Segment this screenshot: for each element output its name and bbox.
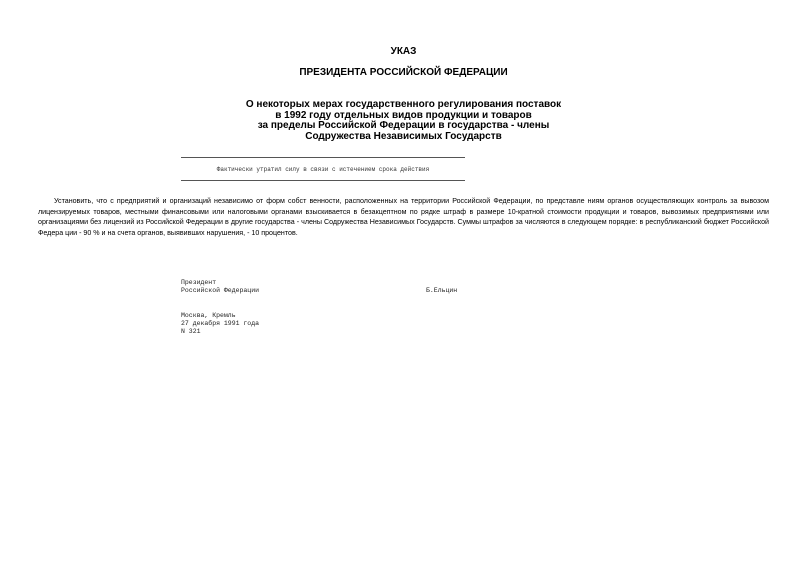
decree-body-paragraph: Установить, что с предприятий и организаций независимо от форм собст венности, расположенных на территории Российской Федерации, по представле ниям органов осуществляющих контроль за вывозом лицензируемых товаров, местными финансовыми или налоговыми органами взыскивается в безакцептном по рядке штраф в размере 10-кратной стоимости продукции и товаров, вывозимых предприятиями или организациями без лицензий из Российской Федерации в другие государства - члены Содружества Независимых Государств. Суммы штрафов за числяются в следующем порядке: в республиканский бюджет Российской Федера ции - 90 % и на счета органов, выявивших нарушения, - 10 процентов.: [38, 197, 769, 237]
decree-title-line: Содружества Независимых Государств: [305, 130, 502, 142]
signing-place: Москва, Кремль: [181, 312, 236, 319]
status-note: Фактически утратил силу в связи с истечением срока действия: [216, 166, 430, 173]
decree-title-line: О некоторых мерах государственного регулирования поставок: [245, 99, 562, 110]
decree-issuer: ПРЕЗИДЕНТА РОССИЙСКОЙ ФЕДЕРАЦИИ: [299, 67, 508, 78]
status-divider-top: [181, 157, 465, 158]
decree-title: [0, 100, 807, 142]
decree-title-line: за пределы Российской Федерации в государства - члены: [257, 120, 550, 131]
signing-date: 27 декабря 1991 года: [181, 320, 260, 327]
decree-title-line: в 1992 году отдельных видов продукции и товаров: [275, 109, 532, 121]
decree-number: N 321: [181, 328, 201, 335]
signatory-name: Б.Ельцин: [426, 287, 458, 294]
signatory-title-continued: Российской Федерации: [181, 287, 260, 294]
signatory-title: Президент: [181, 279, 217, 286]
status-divider-bottom: [181, 180, 465, 181]
decree-heading: УКАЗ: [390, 46, 417, 57]
